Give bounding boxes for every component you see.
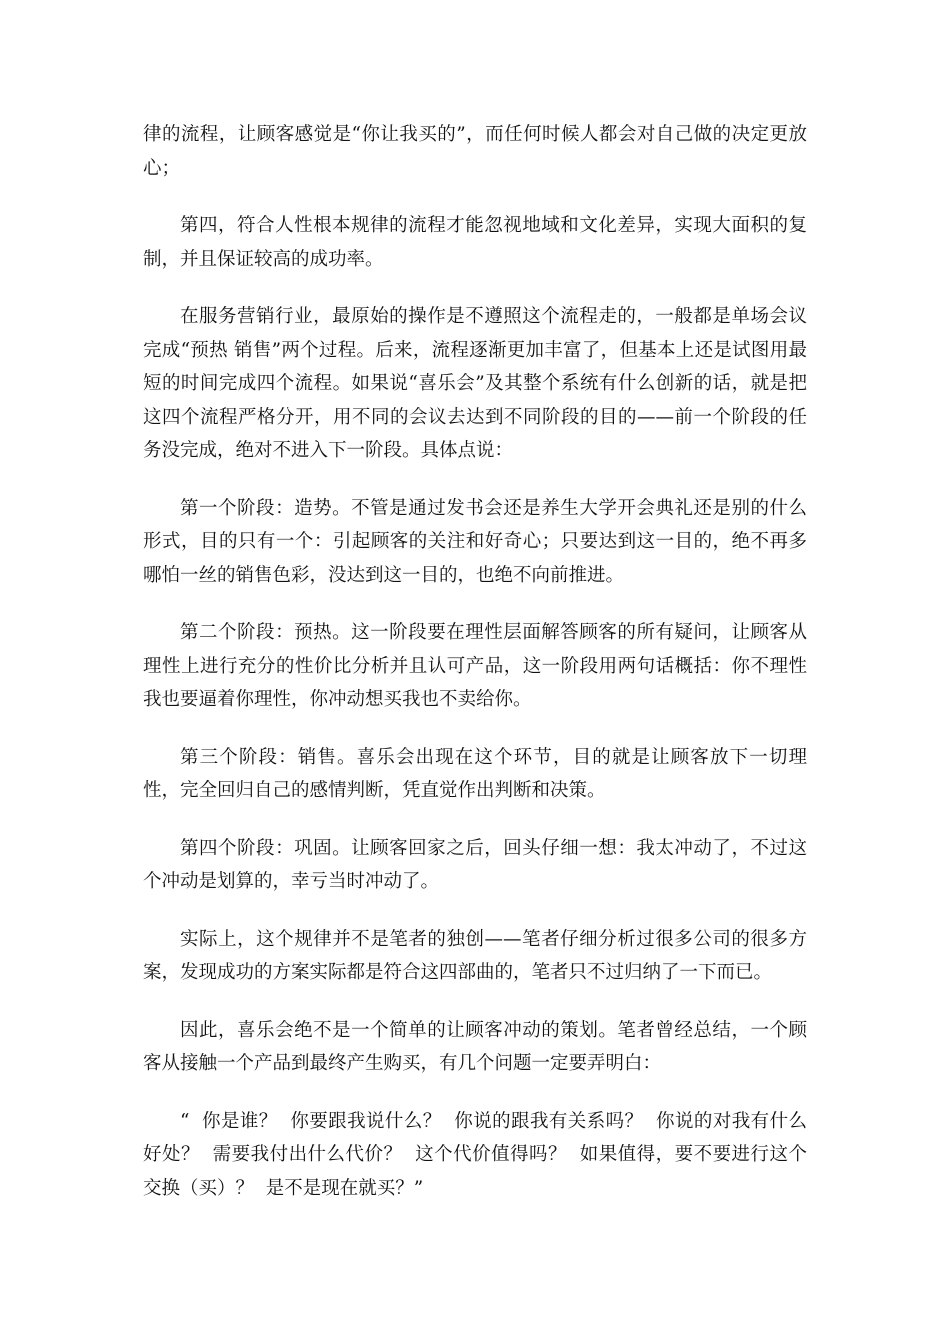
paragraph-author-note: 实际上，这个规律并不是笔者的独创——笔者仔细分析过很多公司的很多方案，发现成功的方案实际都是符合这四部曲的，笔者只不过归纳了一下而已。 [143,928,807,983]
paragraph-summary: 因此，喜乐会绝不是一个简单的让顾客冲动的策划。笔者曾经总结，一个顾客从接触一个产品到最终产生购买，有几个问题一定要弄明白： [143,1019,807,1074]
paragraph-point-four: 第四，符合人性根本规律的流程才能忽视地域和文化差异，实现大面积的复制，并且保证较高的成功率。 [143,215,807,270]
paragraph-stage-two: 第二个阶段：预热。这一阶段要在理性层面解答顾客的所有疑问，让顾客从理性上进行充分的性价比分析并且认可产品，这一阶段用两句话概括：你不理性我也要逼着你理性，你冲动想买我也不卖给你。 [143,622,807,710]
paragraph-stage-three: 第三个阶段：销售。喜乐会出现在这个环节，目的就是让顾客放下一切理性，完全回归自己的感情判断，凭直觉作出判断和决策。 [143,746,807,801]
document-body [143,118,807,1229]
paragraph-continuation: 律的流程，让顾客感觉是“你让我买的”，而任何时候人都会对自己做的决定更放心； [143,124,807,179]
paragraph-stage-one: 第一个阶段：造势。不管是通过发书会还是养生大学开会典礼还是别的什么形式，目的只有一个：引起顾客的关注和好奇心；只要达到这一目的，绝不再多哪怕一丝的销售色彩，没达到这一目的，也绝不向前推进。 [143,497,807,586]
paragraph-customer-questions: “ 你是谁？ 你要跟我说什么？ 你说的跟我有关系吗？ 你说的对我有什么好处？ 需要我付出什么代价？ 这个代价值得吗？ 如果值得，要不要进行这个交换（买）？ 是不是现在就买？” [143,1110,807,1199]
paragraph-industry-practice: 在服务营销行业，最原始的操作是不遵照这个流程走的，一般都是单场会议完成“预热 销售”两个过程。后来，流程逐渐更加丰富了，但基本上还是试图用最短的时间完成四个流程。如果说“喜乐会”及其整个系统有什么创新的话，就是把这四个流程严格分开，用不同的会议去达到不同阶段的目的——前一个阶段的任务没完成，绝对不进入下一阶段。具体点说： [143,306,807,461]
paragraph-stage-four: 第四个阶段：巩固。让顾客回家之后，回头仔细一想：我太冲动了，不过这个冲动是划算的，幸亏当时冲动了。 [143,837,807,892]
